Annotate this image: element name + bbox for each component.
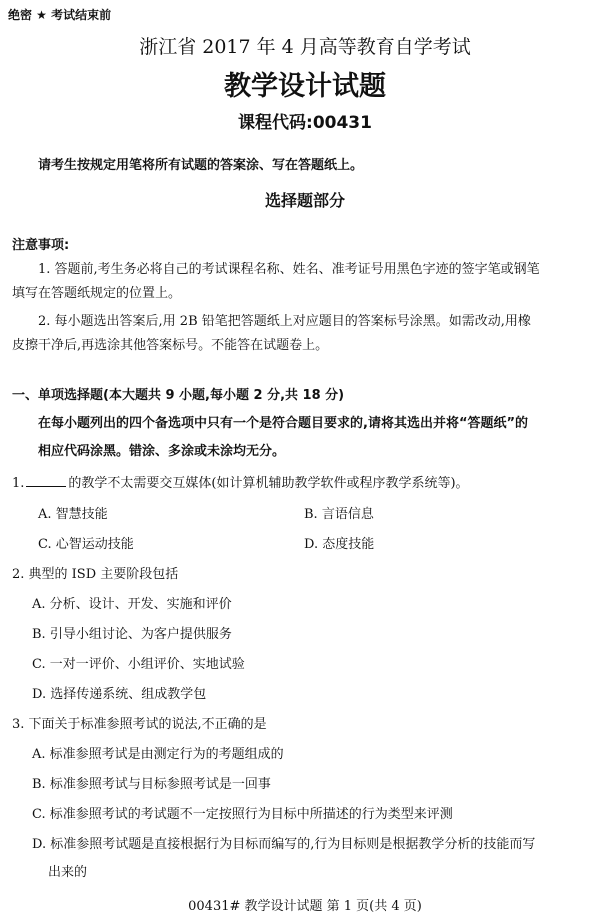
section-title: 选择题部分 (264, 191, 345, 210)
question-1-option-a: A. 智慧技能 (38, 507, 108, 522)
question-1-number: 1. (12, 476, 25, 491)
question-2-option-a: A. 分析、设计、开发、实施和评价 (32, 597, 232, 612)
question-1-stem (12, 472, 469, 491)
note-item-2-line-1: 2. 每小题选出答案后,用 2B 铅笔把答题纸上对应题目的答案标号涂黑。如需改动,用橡 (38, 314, 531, 329)
page-title: 教学设计试题 (224, 71, 386, 102)
question-1-text: 的教学不太需要交互媒体(如计算机辅助教学软件或程序教学系统等)。 (68, 476, 469, 491)
fill-in-blank (26, 474, 66, 487)
question-3-option-d-line-1: D. 标准参照考试题是直接根据行为目标而编写的,行为目标则是根据教学分析的技能而写 (32, 837, 536, 852)
question-2-option-b: B. 引导小组讨论、为客户提供服务 (32, 627, 232, 642)
question-1-option-d: D. 态度技能 (304, 537, 375, 552)
note-item-2-line-2: 皮擦干净后,再选涂其他答案标号。不能答在试题卷上。 (12, 338, 329, 353)
question-3-option-d-line-2: 出来的 (48, 865, 88, 880)
question-2-option-c: C. 一对一评价、小组评价、实地试验 (32, 657, 245, 672)
question-1-option-b: B. 言语信息 (304, 507, 374, 522)
part-one-heading: 一、单项选择题(本大题共 9 小题,每小题 2 分,共 18 分) (12, 388, 345, 403)
question-2-stem: 2. 典型的 ISD 主要阶段包括 (12, 567, 179, 582)
part-one-desc-line-2: 相应代码涂黑。错涂、多涂或未涂均无分。 (38, 444, 286, 459)
note-item-1-line-2: 填写在答题纸规定的位置上。 (12, 286, 182, 301)
question-2-option-d: D. 选择传递系统、组成教学包 (32, 687, 207, 702)
question-3-stem: 3. 下面关于标准参照考试的说法,不正确的是 (12, 717, 267, 732)
exam-line: 浙江省 2017 年 4 月高等教育自学考试 (139, 36, 471, 58)
note-item-1-line-1: 1. 答题前,考生务必将自己的考试课程名称、姓名、准考证号用黑色字迹的签字笔或钢笔 (38, 262, 540, 277)
part-one-desc-line-1: 在每小题列出的四个备选项中只有一个是符合题目要求的,请将其选出并将“答题纸”的 (38, 416, 529, 431)
course-code: 课程代码:00431 (238, 113, 372, 133)
question-3-option-b: B. 标准参照考试与目标参照考试是一回事 (32, 777, 271, 792)
answer-instruction: 请考生按规定用笔将所有试题的答案涂、写在答题纸上。 (38, 158, 364, 173)
notes-heading: 注意事项: (12, 238, 70, 253)
question-1-option-c: C. 心智运动技能 (38, 537, 134, 552)
question-3-option-a: A. 标准参照考试是由测定行为的考题组成的 (32, 747, 284, 762)
page-footer: 00431# 教学设计试题 第 1 页(共 4 页) (188, 899, 422, 914)
confidential-label: 绝密 ★ 考试结束前 (8, 8, 112, 22)
question-3-option-c: C. 标准参照考试的考试题不一定按照行为目标中所描述的行为类型来评测 (32, 807, 453, 822)
